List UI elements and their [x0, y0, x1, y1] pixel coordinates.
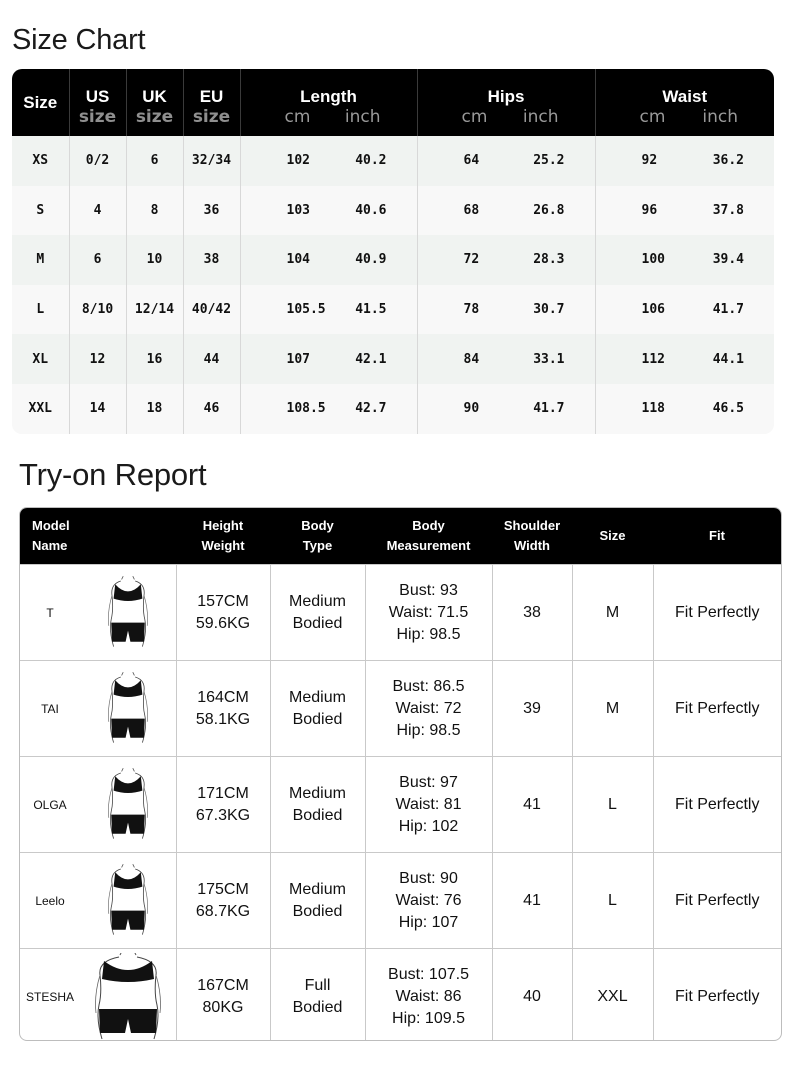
size-cell: 46 [183, 384, 240, 434]
body-type: Full Bodied [270, 949, 365, 1042]
size-measure-value: 42.1 [355, 351, 387, 367]
header-length: Length [240, 69, 417, 107]
shoulder-width: 38 [492, 565, 572, 661]
size-measure-value: 40.2 [355, 153, 387, 169]
body-measurement: Bust: 86.5 Waist: 72 Hip: 98.5 [365, 661, 492, 757]
size-cell: 32/34 [183, 136, 240, 186]
size-measure-value: 103 [286, 202, 310, 218]
fit-value: Fit Perfectly [653, 661, 781, 757]
body-measurement: Bust: 107.5 Waist: 86 Hip: 109.5 [365, 949, 492, 1042]
fit-value: Fit Perfectly [653, 757, 781, 853]
height-weight: 171CM 67.3KG [176, 757, 270, 853]
header-eu: EU [183, 69, 240, 107]
tryon-report-title: Try-on Report [19, 457, 207, 492]
height-weight: 164CM 58.1KG [176, 661, 270, 757]
size-measure-value: 90 [463, 401, 480, 417]
size-measure-value: 100 [641, 252, 665, 268]
model-figure-icon [80, 661, 176, 757]
size-cell: 10 [126, 235, 183, 285]
length-cm-label: cm [284, 107, 311, 127]
fit-value: Fit Perfectly [653, 853, 781, 949]
header-body-measurement: Body Measurement [386, 518, 471, 553]
size-measure-value: 25.2 [533, 153, 565, 169]
header-us: US [69, 69, 126, 107]
size-row [12, 136, 774, 186]
size-value: L [572, 757, 653, 853]
size-measure-value: 41.7 [533, 401, 565, 417]
fit-value: Fit Perfectly [653, 949, 781, 1042]
tryon-report-body [20, 565, 781, 1042]
size-measure-value: 84 [463, 351, 480, 367]
size-value: XXL [572, 949, 653, 1042]
shoulder-width: 41 [492, 853, 572, 949]
height-weight: 167CM 80KG [176, 949, 270, 1042]
size-measure-value: 96 [641, 202, 658, 218]
model-name: TAI [20, 661, 80, 757]
tryon-report-table [19, 507, 782, 1041]
size-cell: 12/14 [126, 285, 183, 335]
size-measure-value: 105.5 [286, 302, 326, 318]
size-cell: XS [32, 153, 49, 169]
size-measure-value: 33.1 [533, 351, 565, 367]
model-row [20, 565, 781, 661]
header-uk: UK [126, 69, 183, 107]
size-measure-value: 28.3 [533, 252, 565, 268]
shoulder-width: 40 [492, 949, 572, 1042]
model-row [20, 757, 781, 853]
size-cell: 8/10 [69, 285, 126, 335]
size-measure-value: 92 [641, 153, 658, 169]
model-figure-icon [80, 757, 176, 853]
header-size: Size [23, 92, 58, 112]
size-cell: XL [32, 351, 49, 367]
shoulder-width: 41 [492, 757, 572, 853]
fit-value: Fit Perfectly [653, 565, 781, 661]
body-type: Medium Bodied [270, 853, 365, 949]
size-measure-value: 112 [641, 351, 665, 367]
hips-inch-label: inch [522, 107, 559, 127]
size-measure-value: 72 [463, 252, 480, 268]
size-chart-body [12, 136, 774, 434]
size-cell: 4 [69, 186, 126, 236]
model-figure-icon [80, 565, 176, 661]
model-row [20, 949, 781, 1042]
size-measure-value: 40.9 [355, 252, 387, 268]
size-measure-value: 46.5 [712, 401, 744, 417]
size-measure-value: 118 [641, 401, 665, 417]
body-type: Medium Bodied [270, 661, 365, 757]
size-cell: 0/2 [69, 136, 126, 186]
size-measure-value: 26.8 [533, 202, 565, 218]
size-cell: M [36, 252, 45, 268]
waist-cm-label: cm [639, 107, 666, 127]
size-measure-value: 44.1 [712, 351, 744, 367]
model-row [20, 661, 781, 757]
size-measure-value: 42.7 [355, 401, 387, 417]
size-measure-value: 106 [641, 302, 665, 318]
size-measure-value: 36.2 [712, 153, 744, 169]
size-value: M [572, 565, 653, 661]
size-cell: 6 [126, 136, 183, 186]
header-height-weight: Height Weight [201, 518, 245, 553]
size-cell: 18 [126, 384, 183, 434]
size-row [12, 186, 774, 236]
size-measure-value: 41.5 [355, 302, 387, 318]
size-measure-value: 64 [463, 153, 480, 169]
size-value: M [572, 661, 653, 757]
body-measurement: Bust: 90 Waist: 76 Hip: 107 [365, 853, 492, 949]
size-cell: 38 [183, 235, 240, 285]
body-type: Medium Bodied [270, 565, 365, 661]
size-cell: 12 [69, 334, 126, 384]
height-weight: 175CM 68.7KG [176, 853, 270, 949]
length-inch-label: inch [344, 107, 381, 127]
body-measurement: Bust: 97 Waist: 81 Hip: 102 [365, 757, 492, 853]
header-uk-sub: size [126, 107, 183, 136]
size-measure-value: 37.8 [712, 202, 744, 218]
size-row [12, 285, 774, 335]
model-row [20, 853, 781, 949]
header-us-sub: size [69, 107, 126, 136]
size-measure-value: 41.7 [712, 302, 744, 318]
model-name: STESHA [20, 949, 80, 1042]
model-figure-icon [80, 853, 176, 949]
size-row [12, 235, 774, 285]
header-fit: Fit [709, 528, 725, 543]
header-size: Size [599, 528, 626, 543]
size-cell: XXL [28, 401, 52, 417]
body-type: Medium Bodied [270, 757, 365, 853]
header-body-type: Body Type [301, 518, 334, 553]
size-measure-value: 40.6 [355, 202, 387, 218]
size-chart-title: Size Chart [12, 24, 146, 56]
size-measure-value: 39.4 [712, 252, 744, 268]
hips-cm-label: cm [461, 107, 488, 127]
size-row [12, 384, 774, 434]
size-row [12, 334, 774, 384]
size-cell: 16 [126, 334, 183, 384]
size-cell: 8 [126, 186, 183, 236]
size-cell: 36 [183, 186, 240, 236]
size-value: L [572, 853, 653, 949]
model-name: T [20, 565, 80, 661]
size-measure-value: 104 [286, 252, 310, 268]
header-waist: Waist [595, 69, 774, 107]
size-measure-value: 78 [463, 302, 480, 318]
size-measure-value: 30.7 [533, 302, 565, 318]
header-shoulder-width: Shoulder Width [503, 518, 561, 553]
size-measure-value: 102 [286, 153, 310, 169]
size-measure-value: 68 [463, 202, 480, 218]
size-cell: L [36, 302, 45, 318]
body-measurement: Bust: 93 Waist: 71.5 Hip: 98.5 [365, 565, 492, 661]
model-name: OLGA [20, 757, 80, 853]
size-cell: 44 [183, 334, 240, 384]
size-chart-table [12, 69, 774, 434]
size-cell: 14 [69, 384, 126, 434]
height-weight: 157CM 59.6KG [176, 565, 270, 661]
model-name: Leelo [20, 853, 80, 949]
shoulder-width: 39 [492, 661, 572, 757]
size-cell: 6 [69, 235, 126, 285]
size-cell: S [36, 202, 45, 218]
header-model-name: Model Name [32, 518, 70, 553]
size-measure-value: 107 [286, 351, 310, 367]
model-figure-icon [80, 949, 176, 1042]
header-eu-sub: size [183, 107, 240, 136]
size-cell: 40/42 [183, 285, 240, 335]
header-hips: Hips [417, 69, 595, 107]
size-measure-value: 108.5 [286, 401, 326, 417]
waist-inch-label: inch [702, 107, 738, 127]
